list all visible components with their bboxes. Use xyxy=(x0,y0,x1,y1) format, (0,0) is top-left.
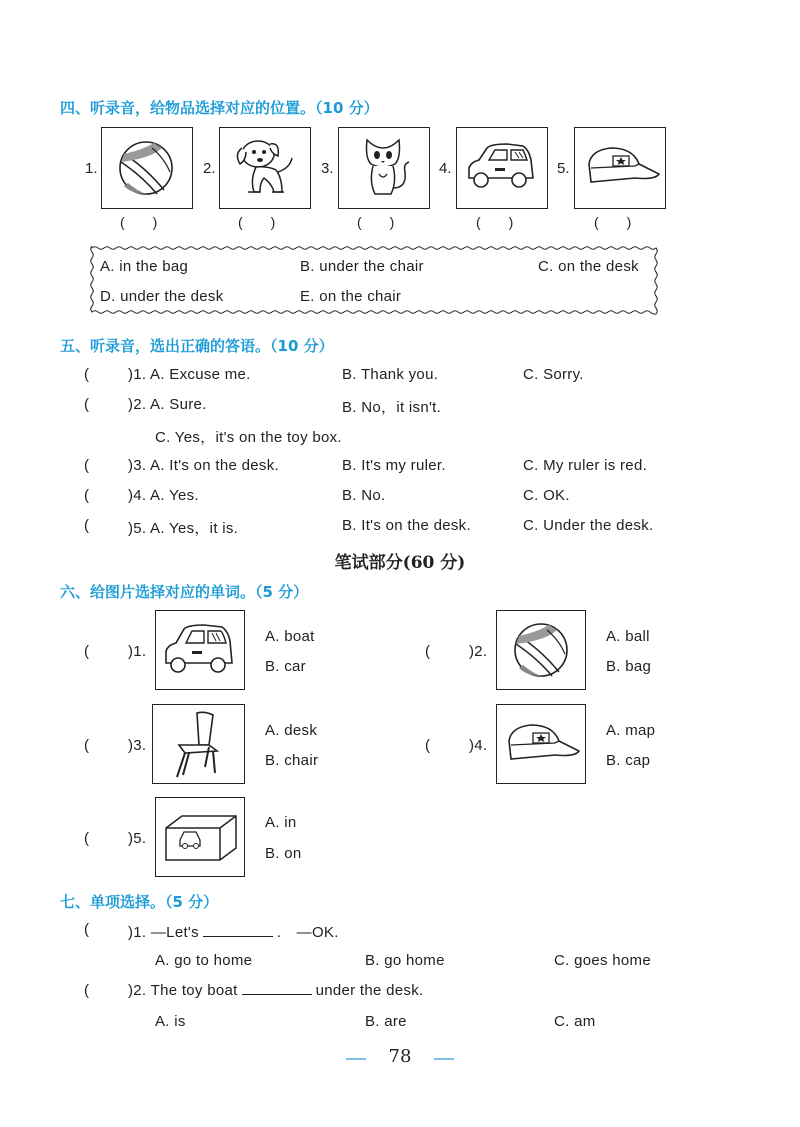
answer-paren-open[interactable]: ( xyxy=(84,366,90,383)
answer-paren-open[interactable]: ( xyxy=(84,396,90,413)
question-option-b: B. Thank you. xyxy=(342,366,439,383)
question-option-a: )5. A. Yes，it is. xyxy=(128,520,239,537)
choice-c: C. am xyxy=(554,1013,596,1030)
car-icon xyxy=(156,611,243,688)
item-number: 4. xyxy=(439,160,452,177)
options-box xyxy=(88,244,660,316)
picture-box xyxy=(496,704,586,784)
answer-paren-open[interactable]: ( xyxy=(84,982,90,999)
picture-box xyxy=(155,610,245,690)
question-text: )1. —Let's xyxy=(128,924,199,941)
picture-box xyxy=(456,127,548,209)
choice-b: B. go home xyxy=(365,952,445,969)
answer-paren-open[interactable]: ( xyxy=(84,921,90,938)
answer-parentheses[interactable]: ( ) xyxy=(476,214,514,230)
picture-box xyxy=(155,797,245,877)
question-2 xyxy=(128,982,424,999)
question-text: under the desk. xyxy=(315,982,424,999)
answer-blank[interactable] xyxy=(242,993,312,995)
answer-paren-open[interactable]: ( xyxy=(84,643,90,660)
choice-b: B. are xyxy=(365,1013,407,1030)
question-option-c: C. Yes，it's on the toy box. xyxy=(155,429,342,446)
word-option-b: B. chair xyxy=(265,752,319,769)
question-option-a: )2. A. Sure. xyxy=(128,396,207,413)
word-option-b: B. bag xyxy=(606,658,652,675)
page-number-rule xyxy=(434,1058,454,1060)
cap-icon xyxy=(497,705,584,782)
question-option-a: )4. A. Yes. xyxy=(128,487,199,504)
answer-paren-open[interactable]: ( xyxy=(84,737,90,754)
item-number: 2. xyxy=(203,160,216,177)
option-d: D. under the desk xyxy=(100,288,224,305)
word-option-b: B. on xyxy=(265,845,302,862)
option-a: A. in the bag xyxy=(100,258,189,275)
answer-paren-open[interactable]: ( xyxy=(84,830,90,847)
answer-paren-open[interactable]: ( xyxy=(84,487,90,504)
question-option-c: C. My ruler is red. xyxy=(523,457,648,474)
question-option-c: C. Under the desk. xyxy=(523,517,654,534)
picture-box xyxy=(219,127,311,209)
answer-blank[interactable] xyxy=(203,935,273,937)
word-option-a: A. map xyxy=(606,722,656,739)
item-number: )5. xyxy=(128,830,147,847)
question-option-b: B. It's on the desk. xyxy=(342,517,471,534)
item-number: 3. xyxy=(321,160,334,177)
picture-box xyxy=(152,704,245,784)
word-option-a: A. desk xyxy=(265,722,318,739)
section-4-title: 四、听录音，给物品选择对应的位置。（10 分） xyxy=(60,99,379,117)
ball-icon xyxy=(102,128,191,207)
item-number: 5. xyxy=(557,160,570,177)
option-e: E. on the chair xyxy=(300,288,402,305)
answer-paren-open[interactable]: ( xyxy=(84,517,90,534)
section-7-title: 七、单项选择。（5 分） xyxy=(60,893,219,911)
item-number: )1. xyxy=(128,643,147,660)
page-number: 78 xyxy=(388,1046,412,1067)
written-part-title: 笔试部分(60 分) xyxy=(334,553,466,573)
option-c: C. on the desk xyxy=(538,258,639,275)
cat-icon xyxy=(339,128,428,207)
option-b: B. under the chair xyxy=(300,258,424,275)
question-text: )2. The toy boat xyxy=(128,982,238,999)
choice-a: A. is xyxy=(155,1013,186,1030)
question-option-b: B. It's my ruler. xyxy=(342,457,446,474)
picture-box xyxy=(101,127,193,209)
item-number: 1. xyxy=(85,160,98,177)
item-number: )4. xyxy=(469,737,488,754)
item-number: )2. xyxy=(469,643,488,660)
answer-parentheses[interactable]: ( ) xyxy=(238,214,276,230)
cap-icon xyxy=(575,128,664,207)
word-option-a: A. ball xyxy=(606,628,650,645)
question-option-a: )3. A. It's on the desk. xyxy=(128,457,279,474)
picture-box xyxy=(496,610,586,690)
word-option-b: B. cap xyxy=(606,752,651,769)
section-5-title: 五、听录音，选出正确的答语。（10 分） xyxy=(60,337,334,355)
wavy-border-icon xyxy=(88,244,660,316)
question-option-b: B. No. xyxy=(342,487,386,504)
car-icon xyxy=(457,128,546,207)
item-number: )3. xyxy=(128,737,147,754)
answer-paren-open[interactable]: ( xyxy=(425,737,431,754)
answer-paren-open[interactable]: ( xyxy=(84,457,90,474)
answer-parentheses[interactable]: ( ) xyxy=(594,214,632,230)
question-text: . —OK. xyxy=(276,924,339,941)
section-6-title: 六、给图片选择对应的单词。（5 分） xyxy=(60,583,309,601)
word-option-b: B. car xyxy=(265,658,306,675)
answer-paren-open[interactable]: ( xyxy=(425,643,431,660)
choice-c: C. goes home xyxy=(554,952,651,969)
answer-parentheses[interactable]: ( ) xyxy=(357,214,395,230)
question-option-c: C. OK. xyxy=(523,487,570,504)
question-option-a: )1. A. Excuse me. xyxy=(128,366,251,383)
question-option-c: C. Sorry. xyxy=(523,366,584,383)
dog-icon xyxy=(220,128,309,207)
answer-parentheses[interactable]: ( ) xyxy=(120,214,158,230)
ball-icon xyxy=(497,611,584,688)
picture-box xyxy=(338,127,430,209)
choice-a: A. go to home xyxy=(155,952,253,969)
word-option-a: A. in xyxy=(265,814,297,831)
box-icon xyxy=(156,798,243,875)
picture-box xyxy=(574,127,666,209)
question-option-b: B. No，it isn't. xyxy=(342,399,442,416)
word-option-a: A. boat xyxy=(265,628,315,645)
chair-icon xyxy=(153,705,243,782)
page-number-rule xyxy=(346,1058,366,1060)
question-1 xyxy=(128,921,339,942)
